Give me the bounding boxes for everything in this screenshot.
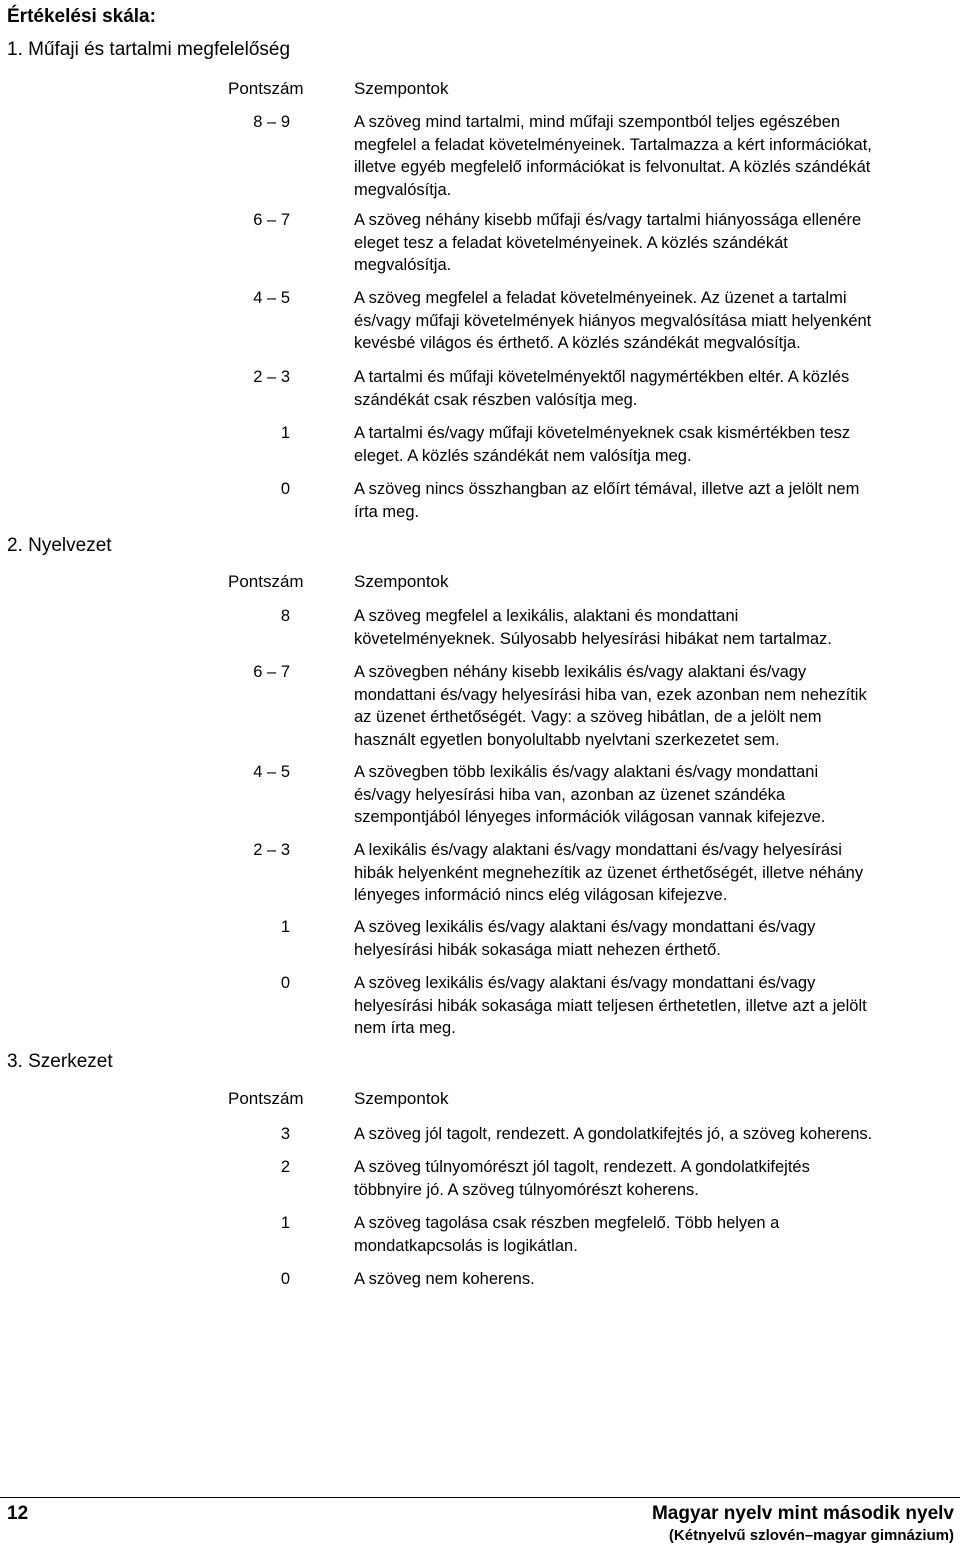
score-value: 1 — [280, 1214, 290, 1232]
criteria-line: A szöveg nem koherens. — [354, 1270, 535, 1288]
score-value: 2 – 3 — [253, 841, 290, 859]
criteria-line: A tartalmi és/vagy műfaji követelményeknek csak kismértékben tesz — [354, 424, 851, 442]
score-value: 0 — [280, 1270, 290, 1288]
criteria-line: és/vagy műfaji követelmények hiányos megvalósítása miatt helyenként — [354, 311, 872, 330]
footer-subtitle: (Kétnyelvű szlovén–magyar gimnázium) — [668, 1527, 954, 1544]
score-value: 2 — [280, 1158, 290, 1176]
criteria-line: A szöveg jól tagolt, rendezett. A gondolatkifejtés jó, a szöveg koherens. — [354, 1125, 873, 1143]
footer-divider — [0, 1497, 960, 1498]
criteria-line: hibák helyenként megnehezítik az üzenet érthetőségét, illetve néhány — [354, 863, 864, 882]
criteria-line: az üzenet érthetőségét. Vagy: a szöveg hibátlan, de a jelölt nem — [354, 708, 822, 726]
criteria-line: helyesírási hibák sokasága miatt nehezen érthető. — [354, 940, 721, 959]
criteria-line: és/vagy helyesírási hiba van, azonban az üzenet szándéka — [354, 785, 786, 804]
column-header-criteria: Szempontok — [354, 1089, 449, 1108]
criteria-line: A szöveg lexikális és/vagy alaktani és/vagy mondattani és/vagy — [354, 974, 816, 992]
criteria-line: A tartalmi és műfaji követelményektől nagymértékben eltér. A közlés — [354, 368, 850, 386]
score-value: 8 – 9 — [253, 113, 290, 131]
criteria-line: megvalósítja. — [354, 180, 452, 199]
criteria-line: A szöveg megfelel a feladat követelményeinek. Az üzenet a tartalmi — [354, 289, 847, 307]
score-value: 4 – 5 — [253, 763, 290, 781]
page-title: Értékelési skála: — [7, 6, 156, 27]
criteria-line: A szöveg mind tartalmi, mind műfaji szempontból teljes egészében — [354, 113, 841, 131]
criteria-line: lényeges információ nincs elég világosan kifejezve. — [354, 886, 728, 904]
column-header-score: Pontszám — [228, 1089, 304, 1108]
section-heading: 2. Nyelvezet — [7, 535, 112, 556]
section-heading: 1. Műfaji és tartalmi megfelelőség — [7, 39, 291, 60]
criteria-line: írta meg. — [354, 502, 420, 521]
criteria-line: A szövegben több lexikális és/vagy alaktani és/vagy mondattani — [354, 763, 819, 781]
section-heading: 3. Szerkezet — [7, 1051, 113, 1072]
score-value: 4 – 5 — [253, 289, 290, 307]
score-value: 1 — [280, 918, 290, 936]
criteria-line: megvalósítja. — [354, 256, 452, 274]
footer-title: Magyar nyelv mint második nyelv — [651, 1503, 954, 1524]
criteria-line: megfelel a feladat követelményeinek. Tartalmazza a kért információkat, — [354, 135, 872, 154]
criteria-line: követelményeknek. Súlyosabb helyesírási hibákat nem tartalmaz. — [354, 629, 832, 648]
column-header-score: Pontszám — [228, 79, 304, 98]
score-value: 6 – 7 — [253, 663, 290, 681]
criteria-line: eleget. A közlés szándékát nem valósítja meg. — [354, 446, 692, 465]
score-value: 6 – 7 — [253, 211, 290, 229]
criteria-line: mondatkapcsolás is logikátlan. — [354, 1236, 578, 1255]
page-number: 12 — [7, 1503, 29, 1524]
criteria-line: szándékát csak részben valósítja meg. — [354, 390, 638, 409]
criteria-line: A lexikális és/vagy alaktani és/vagy mondattani és/vagy helyesírási — [354, 841, 842, 859]
score-value: 8 — [280, 607, 290, 625]
criteria-line: illetve egyéb megfelelő információkat is felvonultat. A közlés szándékát — [354, 158, 871, 176]
criteria-line: többnyire jó. A szöveg túlnyomórészt koherens. — [354, 1180, 699, 1199]
score-value: 1 — [280, 424, 290, 442]
criteria-line: használt egyetlen bonyolultabb nyelvtani szerkezetet sem. — [354, 730, 780, 749]
column-header-criteria: Szempontok — [354, 572, 449, 591]
criteria-line: kevésbé világos és érthető. A közlés szándékát megvalósítja. — [354, 334, 801, 352]
criteria-line: A szöveg megfelel a lexikális, alaktani és mondattani — [354, 607, 739, 625]
criteria-line: nem írta meg. — [354, 1019, 456, 1037]
criteria-line: A szövegben néhány kisebb lexikális és/vagy alaktani és/vagy — [354, 663, 807, 681]
column-header-criteria: Szempontok — [354, 79, 449, 98]
criteria-line: szempontjából lényeges információk világosan vannak kifejezve. — [354, 808, 826, 826]
score-value: 0 — [280, 480, 290, 498]
score-value: 3 — [280, 1125, 290, 1143]
column-header-score: Pontszám — [228, 572, 304, 591]
criteria-line: eleget tesz a feladat követelményeinek. A közlés szándékát — [354, 233, 788, 252]
score-value: 2 – 3 — [253, 368, 290, 386]
criteria-line: helyesírási hibák sokasága miatt teljesen érthetetlen, illetve azt a jelölt — [354, 996, 867, 1015]
criteria-line: A szöveg tagolása csak részben megfelelő. Több helyen a — [354, 1214, 780, 1232]
criteria-line: A szöveg lexikális és/vagy alaktani és/vagy mondattani és/vagy — [354, 918, 816, 936]
criteria-line: A szöveg túlnyomórészt jól tagolt, rendezett. A gondolatkifejtés — [354, 1158, 810, 1176]
criteria-line: mondattani és/vagy helyesírási hiba van, ezek azonban nem nehezítik — [354, 685, 867, 704]
criteria-line: A szöveg nincs összhangban az előírt témával, illetve azt a jelölt nem — [354, 480, 860, 498]
criteria-line: A szöveg néhány kisebb műfaji és/vagy tartalmi hiányossága ellenére — [354, 211, 862, 229]
score-value: 0 — [280, 974, 290, 992]
